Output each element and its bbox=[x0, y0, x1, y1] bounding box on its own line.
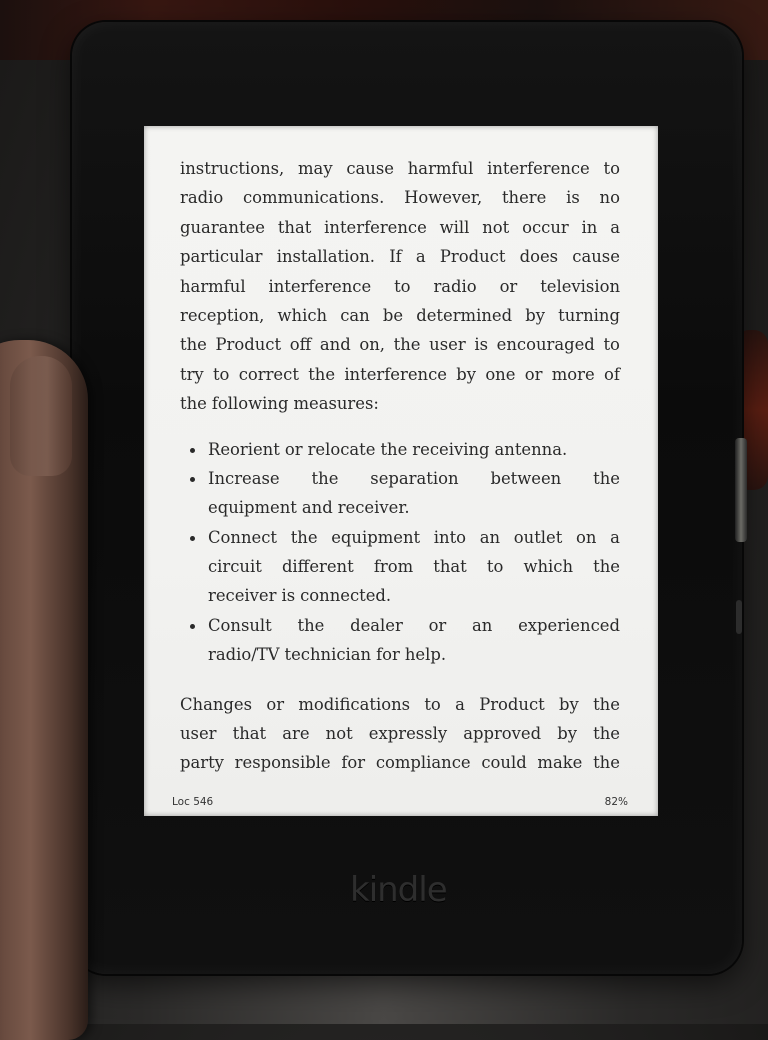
power-button[interactable] bbox=[735, 438, 747, 542]
text-line: receiver is connected. bbox=[208, 586, 392, 606]
text-line: circuit different from that to which the bbox=[208, 557, 620, 577]
text-line: try to correct the interference by one or more of bbox=[180, 364, 620, 384]
text-line: Changes or modifications to a Product by the bbox=[180, 694, 620, 714]
text-line: party responsible for compliance could make the bbox=[180, 753, 620, 773]
usb-port bbox=[736, 600, 742, 634]
location-indicator: Loc 546 bbox=[172, 796, 214, 808]
bullet-item bbox=[180, 523, 620, 611]
text-line: instructions, may cause harmful interference to bbox=[180, 159, 620, 178]
text-line: harmful interference to radio or television bbox=[180, 276, 620, 296]
e-reader-screen[interactable] bbox=[144, 126, 658, 816]
text-line: guarantee that interference will not occur in a bbox=[180, 217, 620, 237]
text-line: equipment and receiver. bbox=[208, 498, 410, 518]
thumb-knuckle bbox=[10, 356, 72, 476]
text-line: user that are not expressly approved by the bbox=[180, 724, 620, 744]
text-line: reception, which can be determined by turning bbox=[180, 305, 620, 325]
text-line: radio/TV technician for help. bbox=[208, 645, 447, 665]
text-line: Connect the equipment into an outlet on a bbox=[208, 527, 620, 547]
bullet-dot-icon bbox=[190, 448, 195, 453]
bullet-list bbox=[180, 435, 620, 670]
text-line: the following measures: bbox=[180, 394, 379, 414]
text-line: particular installation. If a Product does cause bbox=[180, 247, 620, 267]
bullet-item bbox=[180, 464, 620, 523]
bullet-item bbox=[180, 435, 620, 464]
text-line: the Product off and on, the user is encouraged to bbox=[180, 335, 620, 355]
bullet-dot-icon bbox=[190, 477, 195, 482]
paragraph-2 bbox=[180, 690, 620, 778]
bullet-dot-icon bbox=[190, 624, 195, 629]
bullet-item bbox=[180, 611, 620, 670]
text-line: Reorient or relocate the receiving antenna. bbox=[208, 439, 568, 459]
text-line: Consult the dealer or an experienced bbox=[208, 615, 620, 635]
bullet-dot-icon bbox=[190, 536, 195, 541]
text-line: Increase the separation between the bbox=[208, 468, 620, 488]
kindle-logo: kindle bbox=[350, 870, 447, 910]
text-line: radio communications. However, there is no bbox=[180, 188, 620, 208]
reading-progress: 82% bbox=[604, 796, 628, 808]
book-page bbox=[180, 154, 620, 778]
paragraph-1 bbox=[180, 154, 620, 419]
